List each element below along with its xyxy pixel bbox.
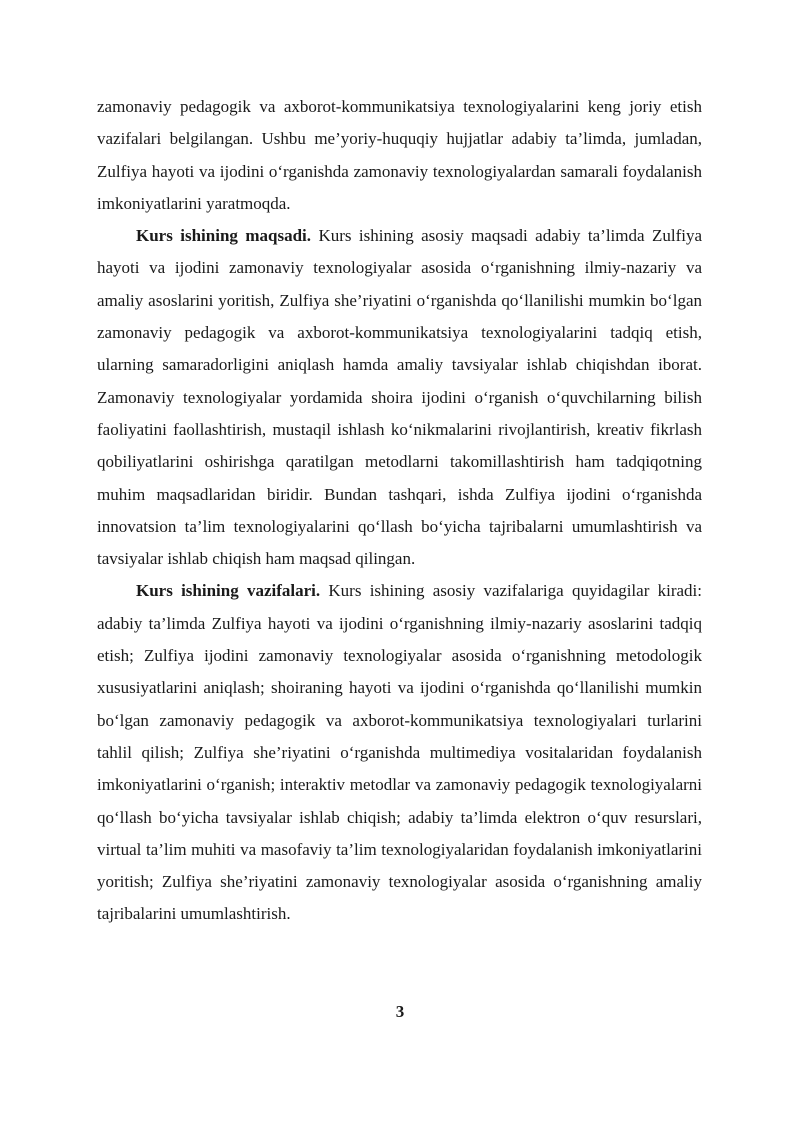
paragraph-intro-continuation — [97, 91, 702, 220]
paragraph-text: zamonaviy pedagogik va axborot-kommunikatsiya texnologiyalarini keng joriy etish vazifalari belgilangan. Ushbu me’yoriy-huquqiy hujjatlar adabiy ta’limda, jumladan, Zulfiya hayoti va ijodini o‘rganishda zamonaviy texnologiyalardan samarali foydalanish imkoniyatlarini yaratmoqda. — [97, 97, 702, 213]
page-number: 3 — [395, 1002, 405, 1021]
course-goal-heading: Kurs ishining maqsadi. — [136, 226, 312, 246]
paragraph-text: Kurs ishining asosiy maqsadi adabiy ta’limda Zulfiya hayoti va ijodini zamonaviy texnologiyalar asosida o‘rganishning ilmiy-nazariy va amaliy asoslarini yoritish, Zulfiya she’riyatini o‘rganishda qo‘llanilishi mumkin bo‘lgan zamonaviy pedagogik va axborot-kommunikatsiya texnologiyalarini tadqiq etish, ularning samaradorligini aniqlash hamda amaliy tavsiyalar ishlab chiqishdan iborat. Zamonaviy texnologiyalar yordamida shoira ijodini o‘rganish o‘quvchilarning bilish faoliyatini faollashtirish, mustaqil ishlash ko‘nikmalarini rivojlantirish, kreativ fikrlash qobiliyatlarini oshirishga qaratilgan metodlarni takomillashtirish ham tadqiqotning muhim maqsadlaridan biridir. Bundan tashqari, ishda Zulfiya ijodini o‘rganishda innovatsion ta’lim texnologiyalarini qo‘llash bo‘yicha tajribalarni umumlashtirish va tavsiyalar ishlab chiqish ham maqsad qilingan. — [97, 226, 702, 569]
paragraph-text: Kurs ishining asosiy vazifalariga quyidagilar kiradi: adabiy ta’limda Zulfiya hayoti va ijodini o‘rganishning ilmiy-nazariy asoslarini tadqiq etish; Zulfiya ijodini zamonaviy texnologiyalar asosida o‘rganishning metodologik xususiyatlarini aniqlash; shoiraning hayoti va ijodini o‘rganishda qo‘llanilishi mumkin bo‘lgan zamonaviy pedagogik va axborot-kommunikatsiya texnologiyalari turlarini tahlil qilish; Zulfiya she’riyatini o‘rganishda multimediya vositalaridan foydalanish imkoniyatlarini o‘rganish; interaktiv metodlar va zamonaviy pedagogik texnologiyalarni qo‘llash bo‘yicha tavsiyalar ishlab chiqish; adabiy ta’limda elektron o‘quv resurslari, virtual ta’lim muhiti va masofaviy ta’lim texnologiyalaridan foydalanish imkoniyatlarini yoritish; Zulfiya she’riyatini zamonaviy texnologiyalar asosida o‘rganishning amaliy tajribalarini umumlashtirish. — [97, 581, 702, 924]
paragraph-course-tasks — [97, 575, 702, 930]
course-tasks-heading: Kurs ishining vazifalari. — [136, 581, 321, 601]
paragraph-course-goal — [97, 220, 702, 575]
document-page — [97, 91, 702, 931]
